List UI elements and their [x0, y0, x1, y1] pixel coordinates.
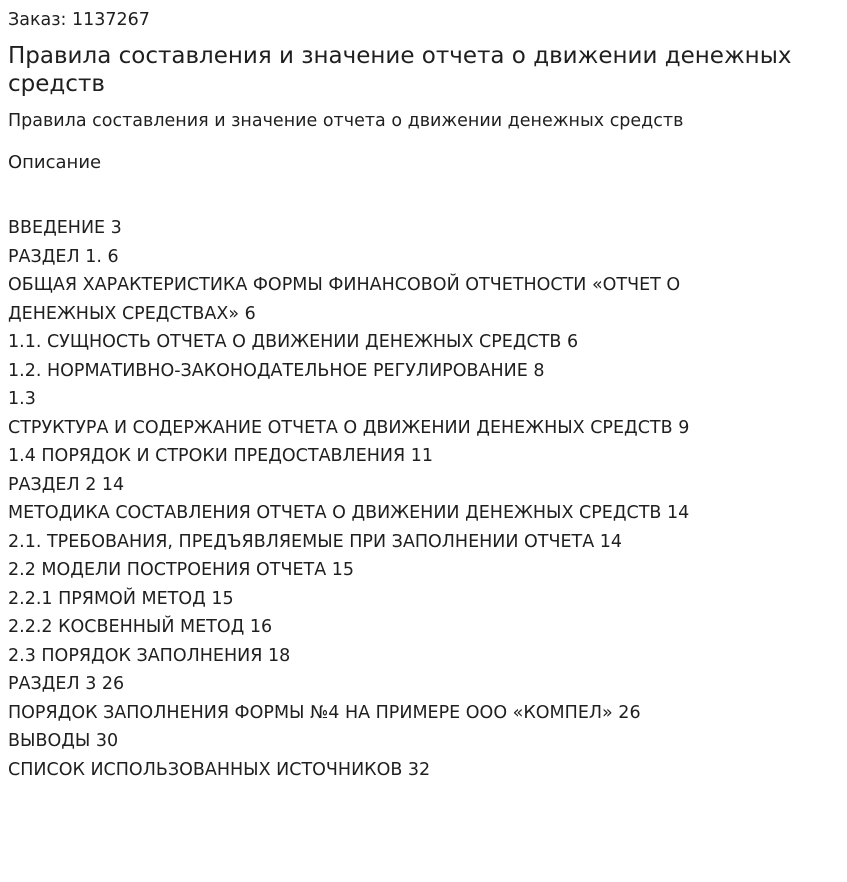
toc-item: СТРУКТУРА И СОДЕРЖАНИЕ ОТЧЕТА О ДВИЖЕНИИ ДЕНЕЖНЫХ СРЕДСТВ 9	[8, 417, 690, 438]
toc-item: 1.1. СУЩНОСТЬ ОТЧЕТА О ДВИЖЕНИИ ДЕНЕЖНЫХ СРЕДСТВ 6	[8, 332, 579, 352]
page-subtitle: Правила составления и значение отчета о движении денежных средств	[8, 111, 684, 131]
toc-item: РАЗДЕЛ 1. 6	[8, 246, 119, 267]
toc-item: СПИСОК ИСПОЛЬЗОВАННЫХ ИСТОЧНИКОВ 32	[8, 759, 431, 780]
toc-item: ВЫВОДЫ 30	[8, 731, 119, 751]
description-heading: Описание	[8, 152, 102, 173]
toc-item: МЕТОДИКА СОСТАВЛЕНИЯ ОТЧЕТА О ДВИЖЕНИИ ДЕНЕЖНЫХ СРЕДСТВ 14	[8, 503, 690, 523]
toc-item: 1.4 ПОРЯДОК И СТРОКИ ПРЕДОСТАВЛЕНИЯ 11	[8, 446, 433, 466]
toc-item: 2.2.1 ПРЯМОЙ МЕТОД 15	[8, 588, 234, 609]
toc-item: 1.2. НОРМАТИВНО-ЗАКОНОДАТЕЛЬНОЕ РЕГУЛИРОВАНИЕ 8	[8, 360, 545, 381]
toc-item: 1.3	[8, 389, 36, 409]
toc-item: ПОРЯДОК ЗАПОЛНЕНИЯ ФОРМЫ №4 НА ПРИМЕРЕ ООО «КОМПЕЛ» 26	[8, 702, 641, 723]
page-title: Правила составления и значение отчета о движении денежных средств	[8, 43, 792, 97]
toc-item: ОБЩАЯ ХАРАКТЕРИСТИКА ФОРМЫ ФИНАНСОВОЙ ОТЧЕТНОСТИ «ОТЧЕТ О	[8, 275, 681, 295]
order-number: Заказ: 1137267	[8, 10, 150, 30]
table-of-contents	[8, 214, 839, 784]
toc-item: ДЕНЕЖНЫХ СРЕДСТВАХ» 6	[8, 303, 256, 324]
toc-item: 2.2.2 КОСВЕННЫЙ МЕТОД 16	[8, 617, 273, 637]
toc-item: 2.1. ТРЕБОВАНИЯ, ПРЕДЪЯВЛЯЕМЫЕ ПРИ ЗАПОЛНЕНИИ ОТЧЕТА 14	[8, 531, 623, 552]
toc-item: 2.2 МОДЕЛИ ПОСТРОЕНИЯ ОТЧЕТА 15	[8, 560, 355, 580]
toc-item: РАЗДЕЛ 3 26	[8, 674, 125, 694]
toc-item: ВВЕДЕНИЕ 3	[8, 218, 122, 238]
toc-item: 2.3 ПОРЯДОК ЗАПОЛНЕНИЯ 18	[8, 645, 291, 666]
toc-item: РАЗДЕЛ 2 14	[8, 474, 125, 495]
